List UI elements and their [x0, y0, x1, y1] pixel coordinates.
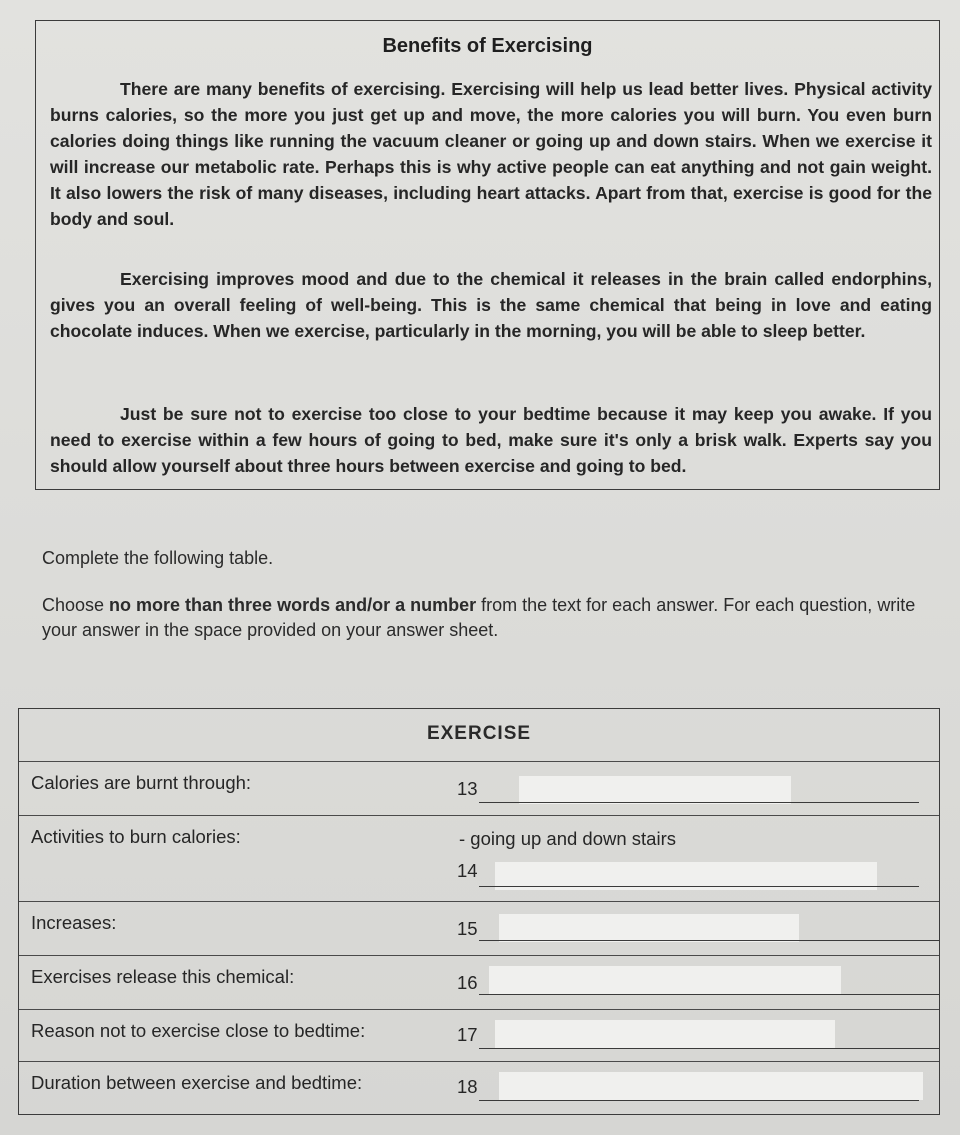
table-row — [19, 955, 939, 1010]
row-label: Duration between exercise and bedtime: — [31, 1072, 363, 1093]
table-row — [19, 815, 939, 902]
table-row — [19, 1061, 939, 1116]
answer-field-13[interactable] — [519, 776, 791, 804]
table-row — [19, 1009, 939, 1062]
question-number: 15 — [457, 918, 478, 939]
answer-line — [479, 940, 939, 941]
question-number: 17 — [457, 1024, 478, 1045]
answer-line — [479, 886, 919, 887]
reading-passage — [35, 20, 940, 490]
answer-field-17[interactable] — [495, 1020, 835, 1048]
paragraph-1: There are many benefits of exercising. Exercising will help us lead better lives. Physical activity burns calories, so the more you just get up and move, the more calories you will burn. You even burn calories doing things like running the vacuum cleaner or going up and down stairs. When we exercise it will increase our metabolic rate. Perhaps this is why active people can eat anything and not gain weight. It also lowers the risk of many diseases, including heart attacks. Apart from that, exercise is good for the body and soul. — [50, 79, 932, 229]
row-label: Reason not to exercise close to bedtime: — [31, 1020, 366, 1041]
answer-line — [479, 1100, 919, 1101]
passage-title: Benefits of Exercising — [382, 35, 593, 57]
table-row — [19, 901, 939, 956]
answer-line — [479, 1048, 939, 1049]
paragraph-3: Just be sure not to exercise too close to your bedtime because it may keep you awake. If you need to exercise within a few hours of going to bed, make sure it's only a brisk walk. Experts say you should allow yourself about three hours between exercise and going to bed. — [50, 404, 932, 476]
row-label: Calories are burnt through: — [31, 772, 252, 793]
answer-line — [479, 994, 939, 995]
table-title: EXERCISE — [426, 723, 532, 744]
row-label: Increases: — [31, 912, 117, 933]
paragraph-2: Exercising improves mood and due to the chemical it releases in the brain called endorphins, gives you an overall feeling of well-being. This is the same chemical that being in love and eating chocolate induces. When we exercise, particularly in the morning, you will be able to sleep better. — [50, 269, 932, 341]
instruction-complete-table: Complete the following table. — [42, 548, 274, 568]
answer-field-15[interactable] — [499, 914, 799, 942]
table-row — [19, 761, 939, 816]
answer-field-16[interactable] — [489, 966, 841, 994]
instruction-word-limit: Choose no more than three words and/or a number from the text for each answer. For each question, write your answer in the space provided on your answer sheet. — [42, 595, 916, 640]
row-label: Exercises release this chemical: — [31, 966, 295, 987]
question-number: 14 — [457, 860, 478, 881]
exercise-table — [18, 708, 940, 1115]
answer-field-18[interactable] — [499, 1072, 923, 1100]
question-number: 18 — [457, 1076, 478, 1097]
row-label: Activities to burn calories: — [31, 826, 241, 847]
answer-line — [479, 802, 919, 803]
example-answer: - going up and down stairs — [459, 828, 676, 849]
question-number: 13 — [457, 778, 478, 799]
question-number: 16 — [457, 972, 478, 993]
